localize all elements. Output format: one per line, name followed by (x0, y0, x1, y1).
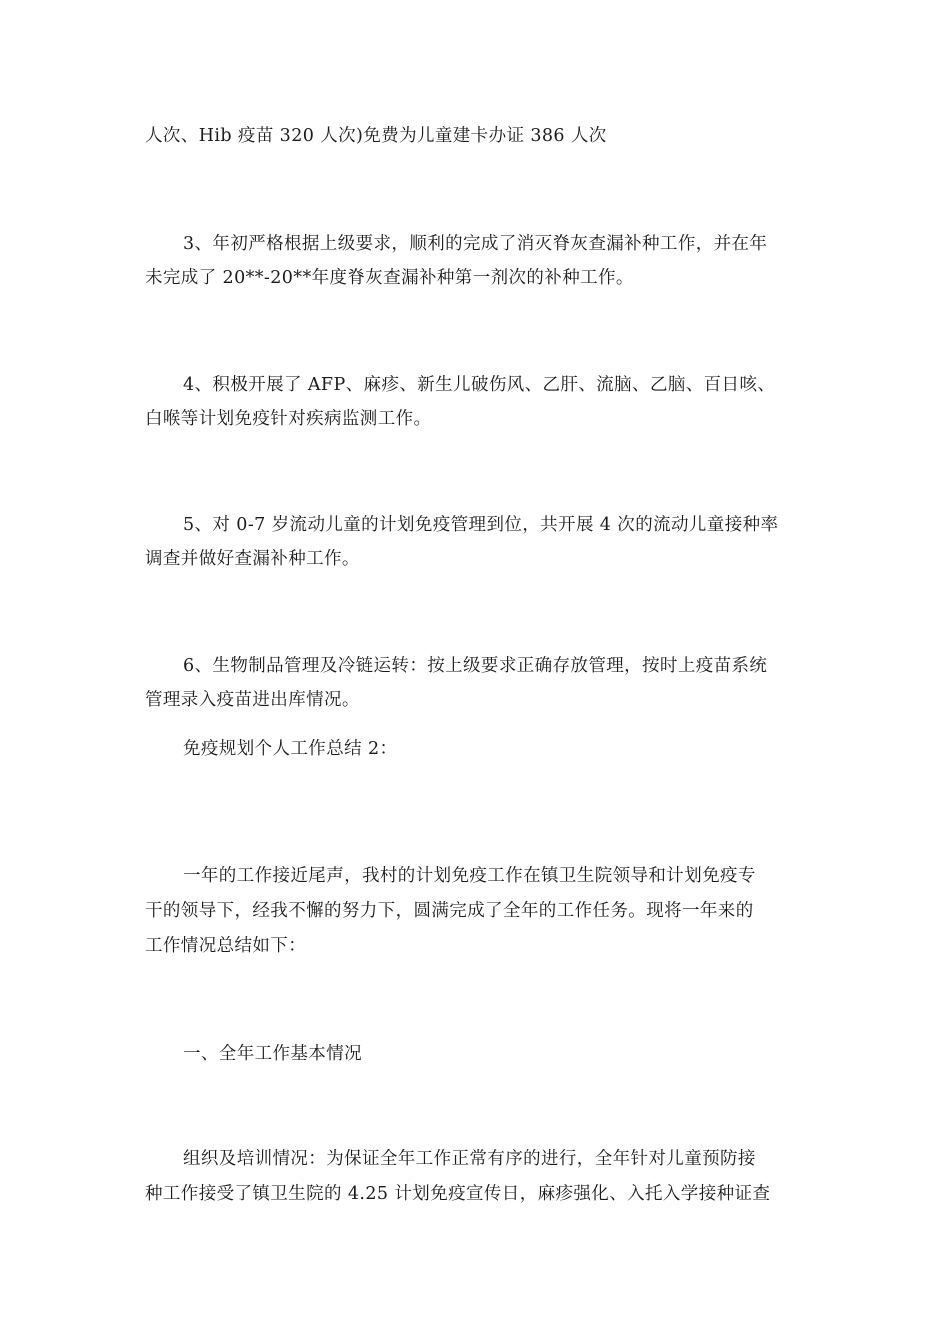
item-3-line-1: 3、年初严格根据上级要求，顺利的完成了消灭脊灰查漏补种工作，并在年 (183, 234, 768, 254)
training-line-2: 种工作接受了镇卫生院的 4.25 计划免疫宣传日，麻疹强化、入托入学接种证查 (145, 1184, 771, 1204)
intro-line-2: 干的领导下，经我不懈的努力下，圆满完成了全年的工作任务。现将一年来的 (145, 901, 754, 921)
item-6-line-2: 管理录入疫苗进出库情况。 (145, 690, 360, 710)
section-heading-summary-2: 免疫规划个人工作总结 2： (183, 739, 398, 759)
text-line-1: 人次、Hib 疫苗 320 人次)免费为儿童建卡办证 386 人次 (145, 126, 607, 146)
item-3-line-2: 未完成了 20**-20**年度脊灰查漏补种第一剂次的补种工作。 (145, 268, 634, 288)
intro-line-3: 工作情况总结如下： (145, 936, 307, 956)
item-4-line-1: 4、积极开展了 AFP、麻疹、新生儿破伤风、乙肝、流脑、乙脑、百日咳、 (183, 375, 776, 395)
item-5-line-2: 调查并做好查漏补种工作。 (145, 549, 360, 569)
intro-line-1: 一年的工作接近尾声，我村的计划免疫工作在镇卫生院领导和计划免疫专 (183, 866, 756, 886)
item-4-line-2: 白喉等计划免疫针对疾病监测工作。 (145, 409, 432, 429)
training-line-1: 组织及培训情况：为保证全年工作正常有序的进行，全年针对儿童预防接 (183, 1149, 756, 1169)
item-5-line-1: 5、对 0-7 岁流动儿童的计划免疫管理到位，共开展 4 次的流动儿童接种率 (183, 515, 779, 535)
section-heading-basic: 一、全年工作基本情况 (183, 1044, 362, 1064)
item-6-line-1: 6、生物制品管理及冷链运转：按上级要求正确存放管理，按时上疫苗系统 (183, 656, 768, 676)
